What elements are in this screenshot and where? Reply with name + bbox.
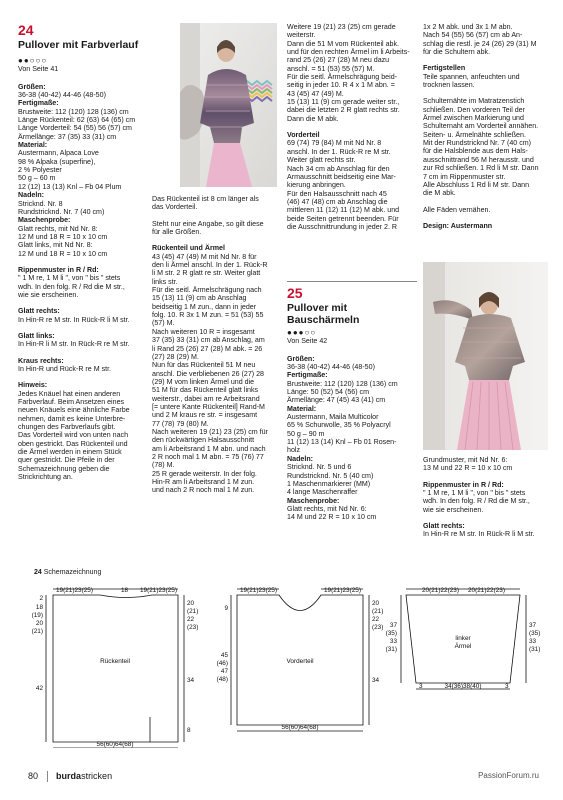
difficulty-rating: ●●○○○ <box>18 56 48 65</box>
svg-text:18: 18 <box>35 604 43 611</box>
schema-title: 24 Schemazeichnung <box>34 569 102 576</box>
svg-text:19(21)23(25): 19(21)23(25) <box>324 587 361 594</box>
heading-sizes: Größen: <box>18 82 46 91</box>
svg-text:22: 22 <box>187 616 195 623</box>
rib-text: " 1 M re, 1 M li ", von " bis " stets wdh. In den folg. R / Rd die M str., wie sie erscheinen. <box>18 274 125 299</box>
svg-text:20(21)22(23): 20(21)22(23) <box>422 587 459 594</box>
heading-needles: Nadeln: <box>18 191 45 200</box>
svg-text:20(21)22(23): 20(21)22(23) <box>468 587 505 594</box>
model-photo-24 <box>180 23 277 187</box>
svg-text:(35): (35) <box>385 630 397 637</box>
page-footer <box>28 771 112 782</box>
svg-text:Ärmel: Ärmel <box>454 643 472 650</box>
needles-list: Stricknd. Nr. 8 Rundstricknd. Nr. 7 (40 cm) <box>18 199 105 216</box>
svg-text:2: 2 <box>39 595 43 602</box>
article-25-right: Grundmuster, mit Nd Nr. 6: 13 M und 22 R = 10 x 10 cm Rippenmuster in R / Rd: " 1 M re, 1 M li ", von " bis " stets wdh. In den folg. R / Rd die M str., wie sie erscheinen. Glatt rechts: In Hin-R re M str. In Rück-R li M str. <box>423 456 535 539</box>
source-ref-25: Von Seite 42 <box>287 337 328 346</box>
svg-text:(21): (21) <box>187 608 199 615</box>
photo-24-image <box>180 23 277 187</box>
garter-text: In Hin-R und Rück-R re M str. <box>18 365 112 373</box>
dimensions-list: Brustweite: 112 (120) 128 (136) cm Länge Rückenteil: 62 (63) 64 (65) cm Länge Vorderteil: 54 (55) 56 (57) cm Ärmellänge: 37 (35) 33 (31) cm <box>18 107 136 141</box>
finishing-text: Teile spannen, anfeuchten und trocknen lassen. Schulternähte im Matratzenstich schließen. Den vorderen Teil der Ärmel zwischen Markierung und Schulternaht am Vorderteil annähen. Seiten- u. Ärmelnähte schließen. Mit der Rundstricknd Nr. 7 (40 cm) für die Halsblende aus dem Hals- ausschnittrand 56 M herausstr. und zur Rd schließen. 1 Rd li M str. Dann 7 cm im Rippenmuster str. Alle Abschluss 1 Rd li M str. Dann die M abk. Alle Fäden vernähen. <box>423 72 539 214</box>
heading-dimensions: Fertigmaße: <box>18 99 59 108</box>
photo-25-image <box>423 262 548 450</box>
heading-finishing: Fertigstellen <box>423 64 466 73</box>
svg-text:20: 20 <box>187 600 195 607</box>
svg-text:20: 20 <box>372 600 380 607</box>
footer-divider <box>47 771 48 782</box>
heading-reverse: Glatt links: <box>18 331 55 340</box>
watermark: PassionForum.ru <box>478 771 539 780</box>
svg-text:19(21)23(25): 19(21)23(25) <box>240 587 277 594</box>
back-right-mid: 34 <box>187 677 195 684</box>
heading-front: Vorderteil <box>287 131 320 140</box>
brand-rest: stricken <box>81 771 113 781</box>
column-2: Das Rückenteil ist 8 cm länger als das Vorderteil. Steht nur eine Angabe, so gilt diese für alle Größen. Rückenteil und Ärmel 43 (45) 47 (49) M mit Nd Nr. 8 für den li Ärmel anschl. In der 1. Rück-R li M str. 2 R glatt re str. Weiter glatt links str. Für die seitl. Ärmelschrägung nach 15 (13) 11 (9) cm ab Anschlag beidseitig 1 M zun., dann in jeder folg. 10. R 3x 1 M zun. = 51 (53) 55 (57) M. Nach weiteren 10 R = insgesamt 37 (35) 33 (31) cm ab Anschlag, am li Rand 25 (26) 27 (28) M abk. = 26 (27) 28 (29) M. Nun für das Rückenteil 51 M neu anschl. Die verbliebenen 26 (27) 28 (29) M vom linken Ärmel und die 51 M für das Rückenteil glatt links weiterstr., dabei am re Arbeitsrand [= untere Kante Rückenteil] Rand-M und 2 M kraus re str. = insgesamt 77 (78) 79 (80) M. Nach weiteren 19 (21) 23 (25) cm für den rückwärtigen Halsausschnitt am li Arbeitsrand 1 M abn. und nach 2 R noch mal 1 M abn. = 75 (76) 77 (78) M. 25 R gerade weiterstr. In der folg. Hin-R am li Arbeitsrand 1 M zun. und nach 2 R noch mal 1 M zun. <box>152 195 282 495</box>
svg-text:(23): (23) <box>372 624 384 631</box>
svg-text:(23): (23) <box>187 624 199 631</box>
back-right-bottom: 8 <box>187 727 191 734</box>
svg-text:(19): (19) <box>31 612 43 619</box>
pattern-title-24: Pullover mit Farbverlauf <box>18 39 139 51</box>
back-top-mid: 18 <box>121 587 129 594</box>
back-top-right: 19(21)23(25) <box>140 587 177 594</box>
stockinette-text: In Hin-R re M str. In Rück-R li M str. <box>18 315 130 324</box>
svg-text:(31): (31) <box>385 646 397 653</box>
svg-text:37: 37 <box>529 622 537 629</box>
heading-material: Material: <box>18 141 48 150</box>
gauge-list: Glatt rechts, mit Nd Nr. 8: 12 M und 18 R = 10 x 10 cm Glatt links, mit Nd Nr. 8: 12 M und 18 R = 10 x 10 cm <box>18 224 108 258</box>
source-ref: Von Seite 41 <box>18 65 59 74</box>
material-list: Austermann, Alpaca Love 98 % Alpaka (superfine), 2 % Polyester 50 g – 60 m 12 (12) 13 (13) Knl – Fb 04 Plum <box>18 149 122 191</box>
model-photo-25 <box>423 262 548 450</box>
front-label: Vorderteil <box>286 658 314 665</box>
article-25: 25 Pullover mit Bauschärmeln ●●●○○ Von Seite 42 Größen: 36-38 (40-42) 44-46 (48-50) Fertigmaße: Brustweite: 112 (120) 128 (136) cm Länge: 50 (52) 54 (56) cm Ärmellänge: 47 (45) 43 (41) cm Material: Austermann, Maila Multicolor 65 % Schurwolle, 35 % Polyacryl 50 g – 90 m 11 (12) 13 (14) Knl – Fb 01 Rosen- holz Nadeln: Stricknd. Nr. 5 und 6 Rundstricknd. Nr. 5 (40 cm) 1 Maschenmarkierer (MM) 4 lange Maschenraffer Maschenprobe: Glatt rechts, mit Nd Nr. 6: 14 M und 22 R = 10 x 10 cm <box>287 281 417 522</box>
designer-credit: Design: Austermann <box>423 221 493 230</box>
svg-text:33: 33 <box>389 638 397 645</box>
svg-text:9: 9 <box>224 605 228 612</box>
svg-text:47: 47 <box>220 668 228 675</box>
svg-text:20: 20 <box>35 620 43 627</box>
front-bottom: 56(60)64(68) <box>281 724 319 731</box>
heading-rib: Rippenmuster in R / Rd: <box>18 265 99 274</box>
back-sleeve-text: 43 (45) 47 (49) M mit Nd Nr. 8 für den li Ärmel anschl. In der 1. Rück-R li M str. 2 R glatt re str. Weiter glatt links str. Für die seitl. Ärmelschrägung nach 15 (13) 11 (9) cm ab Anschlag beidseitig 1 M zun., dann in jeder folg. 10. R 3x 1 M zun. = 51 (53) 55 (57) M. Nach weiteren 10 R = insgesamt 37 (35) 33 (31) cm ab Anschlag, am li Rand 25 (26) 27 (28) M abk. = 26 (27) 28 (29) M. Nun für das Rückenteil 51 M neu anschl. Die verbliebenen 26 (27) 28 (29) M vom linken Ärmel und die 51 M für das Rückenteil glatt links weiterstr., dabei am re Arbeitsrand [= untere Kante Rückenteil] Rand-M und 2 M kraus re str. = insgesamt 77 (78) 79 (80) M. Nach weiteren 19 (21) 23 (25) cm für den rückwärtigen Halsausschnitt am li Arbeitsrand 1 M abn. und nach 2 R noch mal 1 M abn. = 75 (76) 77 (78) M. 25 R gerade weiterstr. In der folg. Hin-R am li Arbeitsrand 1 M zun. und nach 2 R noch mal 1 M zun. <box>152 252 268 495</box>
column-3 <box>287 23 417 231</box>
svg-text:3: 3 <box>419 683 423 690</box>
back-top-left: 19(21)23(25) <box>56 587 93 594</box>
heading-gauge: Maschenprobe: <box>18 216 71 225</box>
schema-back <box>46 589 184 748</box>
difficulty-rating-25: ●●●○○ <box>287 328 317 337</box>
back-label: Rückenteil <box>100 658 130 665</box>
pattern-number-24: 24 <box>18 22 34 38</box>
column-4 <box>423 23 548 230</box>
heading-stockinette: Glatt rechts: <box>18 307 60 316</box>
note-text: Jedes Knäuel hat einen anderen Farbverlauf. Beim Ansetzen eines neuen Knäuels eine ähnliche Farbe nehmen, damit es keine Unterbre- chungen des Farbverlaufs gibt. Das Vorderteil wird von unten nach oben gestrickt. Das Rückenteil und die Ärmel werden in einem Stück quer gestrickt. Die Pfeile in der Schemazeichnung geben die Strickrichtung an. <box>18 389 130 482</box>
back-bottom: 56(60)64(68) <box>96 741 134 748</box>
front-text: 69 (74) 79 (84) M mit Nd Nr. 8 anschl. In der 1. Rück-R re M str. Weiter glatt rechts str. Nach 34 cm ab Anschlag für den Armausschnitt beidseitig eine Mar- kierung anbringen. Für den Halsausschnitt nach 45 (46) 47 (48) cm ab Anschlag die mittleren 11 (12) 11 (12) M abk. und beide Seiten getrennt beenden. Für die Ausschnittrundung in jeder 2. R <box>287 139 400 231</box>
svg-text:linker: linker <box>455 635 471 642</box>
svg-text:(46): (46) <box>216 660 228 667</box>
sleeve-bottom: 34(36)38(40) <box>444 683 482 690</box>
svg-text:34: 34 <box>372 677 380 684</box>
svg-text:(31): (31) <box>529 646 541 653</box>
pattern-number-25: 25 <box>287 285 303 301</box>
svg-text:3: 3 <box>505 683 509 690</box>
brand-bold: burda <box>56 771 82 781</box>
pattern-title-25: Pullover mit Bauschärmeln <box>287 302 360 326</box>
back-continued-text: Weitere 19 (21) 23 (25) cm gerade weiterstr. Dann die 51 M vom Rückenteil abk. und für den rechten Ärmel im li Arbeits- rand 25 (26) 27 (28) M neu dazu anschl. = 51 (53) 55 (57) M. Für die seitl. Ärmelschrägung beid- seitig in jeder 10. R 4 x 1 M abn. = 43 (45) 47 (49) M. 15 (13) 11 (9) cm gerade weiter str., dabei die letzten 2 R glatt rechts str. Dann die M abk. <box>287 23 410 123</box>
svg-text:(21): (21) <box>31 628 43 635</box>
heading-back-sleeve: Rückenteil und Ärmel <box>152 244 225 253</box>
column-1 <box>18 23 158 481</box>
svg-text:33: 33 <box>529 638 537 645</box>
svg-text:(35): (35) <box>529 630 541 637</box>
schema-drawing <box>0 578 563 748</box>
svg-text:(48): (48) <box>216 676 228 683</box>
heading-note: Hinweis: <box>18 381 48 390</box>
svg-text:22: 22 <box>372 616 380 623</box>
svg-text:45: 45 <box>220 652 228 659</box>
page-number: 80 <box>28 771 39 781</box>
sizes-text: 36-38 (40-42) 44-46 (48-50) <box>18 91 106 100</box>
reverse-text: In Hin-R li M str. In Rück-R re M str. <box>18 340 130 349</box>
svg-text:37: 37 <box>389 622 397 629</box>
back-left-bottom: 42 <box>35 685 43 692</box>
article-divider <box>287 281 417 282</box>
heading-garter: Kraus rechts: <box>18 356 64 365</box>
front-continued-text: 1x 2 M abk. und 3x 1 M abn. Nach 54 (55) 56 (57) cm ab An- schlag die restl. je 24 (26) 29 (31) M für die Schultern abk. <box>423 23 537 57</box>
svg-text:(21): (21) <box>372 608 384 615</box>
